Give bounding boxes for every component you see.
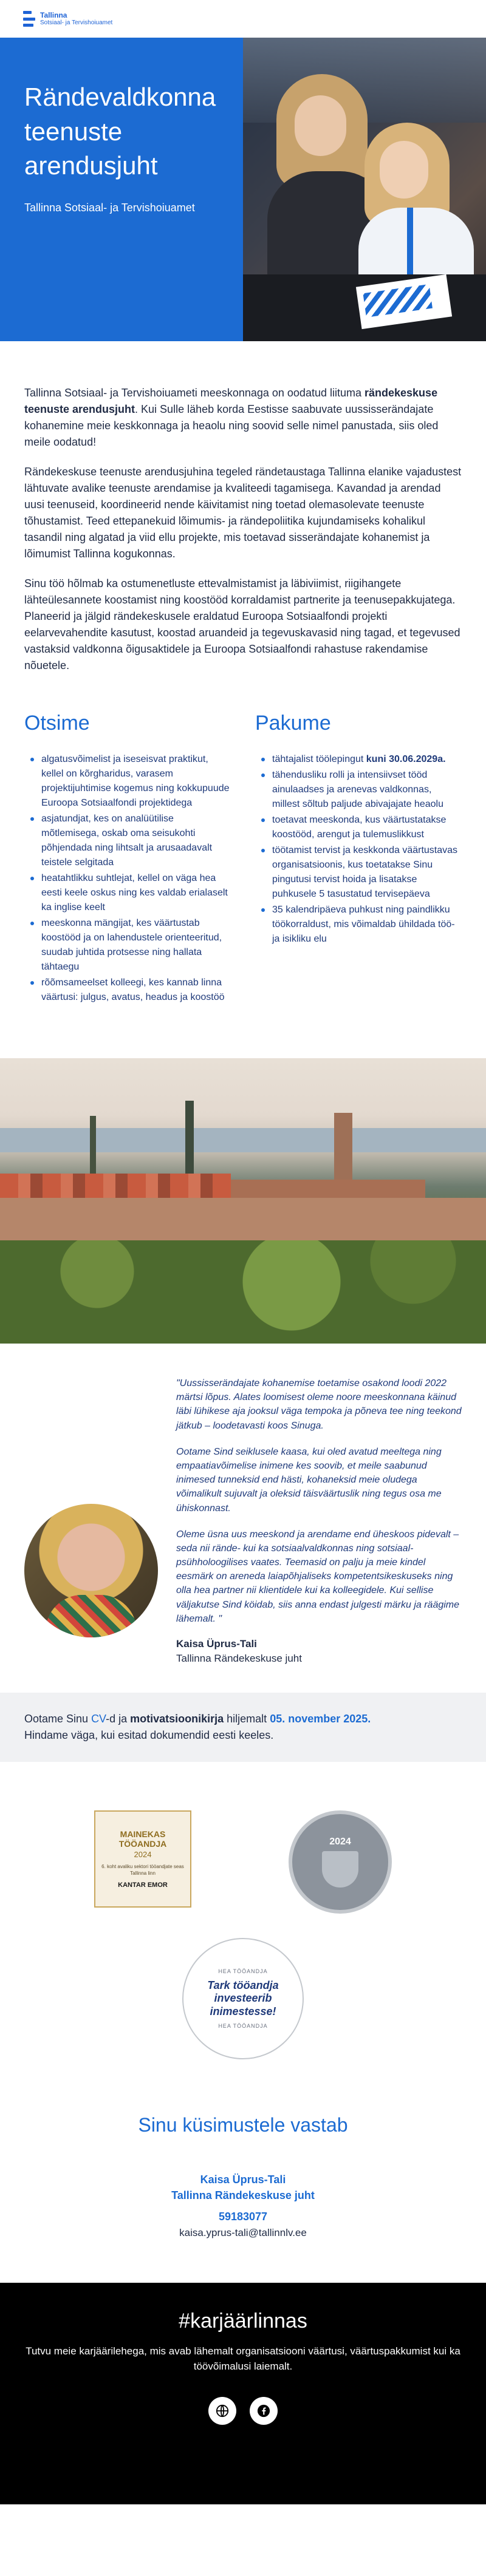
pakume-heading: Pakume [255, 712, 331, 735]
globe-icon[interactable] [208, 2397, 236, 2425]
list-item: toetavat meeskonda, kus väärtustatakse koostööd, arengut ja tulemuslikkust [272, 813, 462, 842]
list-item: tähendusliku rolli ja intensiivset tööd ainulaadses ja arenevas valdkonnas, millest sõltub paljude abivajajate heaolu [272, 768, 462, 812]
intro-paragraph-3: Sinu töö hõlmab ka ostumenetluste ettevalmistamist ja läbiviimist, riigihangete lähteülesannete koostamist ning koostööd korraldamist partnerite ja teenusepakkujatega. Planeerid ja jälgid rändekeskusele eraldatud Euroopa Sotsiaalfondi projekti eelarvevahendite kasutust, koostad aruandeid ja tegevuskavasid ning tagad, et tegevused vastaksid valdkonna õigusaktidele ja Euroopa Sotsiaalfondi rahastuse rakendamise nõuetele. [24, 577, 460, 671]
otsime-heading: Otsime [24, 712, 90, 735]
requirements-offer-section [0, 687, 486, 1006]
cv-link[interactable]: CV [91, 1713, 106, 1725]
tark-tooandja-badge: HEA TÖÖANDJA Tark tööandja investeerib inimestesse! HEA TÖÖANDJA [182, 1938, 304, 2059]
quote-paragraph-1: "Uussisserändajate kohanemise toetamise osakond loodi 2022 märtsi lõpus. Alates loomisest oleme noore meeskonnana käinud läbi lühikese aja jooksul väga tempoka ja põneva tee ning teekond jätkub – loodetavasti koos Sinuga. [176, 1378, 462, 1431]
intro-section [0, 341, 486, 674]
signature-role: Tallinna Rändekeskuse juht [176, 1653, 302, 1664]
awards-row [0, 1762, 486, 1914]
language-note: Hindame väga, kui esitad dokumendid eesti keeles. [24, 1729, 274, 1741]
quote-text [176, 1376, 462, 1665]
motivation-letter: motivatsioonikirja [130, 1713, 224, 1725]
signature-name: Kaisa Üprus-Tali [176, 1638, 257, 1650]
list-item: 35 kalendripäeva puhkust ning paindlikku töökorraldust, mis võimaldab ühildada töö- ja isikliku elu [272, 903, 462, 946]
footer [0, 2283, 486, 2504]
intro-paragraph-2: Rändekeskuse teenuste arendusjuhina tegeled rändetaustaga Tallinna elanike vajadustest lähtuvate avalike teenuste arendamise ja kvaliteedi tagamisega. Kavandad ja arendad uusi teenuseid, koordineerid nende käivitamist ning toetad olemasolevate teenuste tõhustamist. Teed ettepanekuid lõimumis- ja rändepoliitika kujundamiseks kohalikul tasandil ning algatad ja viid ellu projekte, mis toetavad sisserändajate kohanemist ja lõimumist Tallinna kogukonnas. [24, 466, 462, 560]
contact-org: Tallinna Rändekeskuse juht [171, 2189, 315, 2202]
hero-subtitle: Tallinna Sotsiaal- ja Tervishoiuamet [24, 202, 195, 214]
page-title: Rändevaldkonna teenuste arendusjuht [24, 83, 216, 180]
list-item: asjatundjat, kes on analüütilise mõtlemisega, oskab oma seisukohti põhjendada ning lihtsalt ja arusaadavalt teistele selgitada [41, 812, 231, 870]
hero [0, 38, 486, 341]
list-item: tähtajalist töölepingut kuni 30.06.2029a. [272, 752, 462, 767]
mainekas-tooandja-badge: MAINEKAS TÖÖANDJA 2024 6. koht avaliku sektori tööandjate seas Tallinna linn KANTAR EMOR [94, 1810, 191, 1908]
footer-heading: #karjäärlinnas [179, 2309, 307, 2333]
tallinn-old-town-photo [0, 1058, 486, 1344]
shield-icon [322, 1851, 358, 1888]
manager-quote-section [0, 1344, 486, 1665]
contact-name: Kaisa Üprus-Tali [200, 2173, 286, 2186]
otsime-column [24, 712, 231, 1006]
avatar [24, 1504, 158, 1637]
contact-section [0, 2059, 486, 2239]
list-item: heatahtlikku suhtlejat, kellel on väga hea eesti keele oskus ning kes valdab erialaselt ka inglise keelt [41, 871, 231, 915]
contact-heading: Sinu küsimustele vastab [138, 2114, 348, 2136]
list-item: töötamist tervist ja keskkonda väärtustavas organisatsioonis, kus toetatakse Sinu pingutusi tervist hoida ja lisatakse puhkusele 5 tasustatud tervisepäeva [272, 843, 462, 902]
list-item: meeskonna mängijat, kes väärtustab koostööd ja on lahendustele orienteeritud, suudab juhtida protsesse ning hallata tähtaegu [41, 916, 231, 974]
contact-email-link[interactable]: kaisa.yprus-tali@tallinnlv.ee [179, 2227, 307, 2239]
deadline-date: 05. november 2025. [270, 1713, 371, 1725]
application-deadline: Ootame Sinu CV-d ja motivatsioonikirja hiljemalt 05. november 2025. Hindame väga, kui esitad dokumendid eesti keeles. [0, 1693, 486, 1762]
estonian-coat-of-arms-badge: 2024 [289, 1810, 392, 1914]
list-item: algatusvõimelist ja iseseisvat praktikut, kellel on kõrgharidus, varasem projektijuhtimise kogemus ning kokkupuude Euroopa Sotsiaalfondi projektidega [41, 752, 231, 811]
logo-line1: Tallinna [40, 10, 67, 19]
pakume-column [255, 712, 462, 1006]
facebook-icon[interactable] [250, 2397, 278, 2425]
social-links [24, 2397, 462, 2425]
tallinn-logo[interactable] [23, 11, 112, 27]
contact-phone-link[interactable]: 59183077 [218, 2211, 268, 2223]
top-bar [0, 0, 486, 38]
intro-paragraph-1: Tallinna Sotsiaal- ja Tervishoiuameti meeskonnaga on oodatud liituma rändekeskuse teenuste arendusjuht. Kui Sulle läheb korda Eestisse saabuvate uussisserändajate kohanemine meie keskkonnaga ja heaolu ning soovid selle nimel panustada, siis oled meile oodatud! [24, 387, 439, 448]
pakume-list [255, 752, 462, 946]
tallinn-logo-icon [23, 11, 35, 27]
footer-text: Tutvu meie karjäärilehega, mis avab lähemalt organisatsiooni väärtusi, väärtuspakkumist kui ka töövõimalusi laiemalt. [26, 2345, 460, 2372]
logo-line2: Sotsiaal- ja Tervishoiuamet [40, 19, 113, 27]
quote-paragraph-3: Oleme üsna uus meeskond ja arendame end üheskoos pidevalt – seda nii rände- kui ka sotsiaalvaldkonnas ning sotsiaal-psühholoogilises vaates. Teemasid on palju ja meie kindel eesmärk on areneda laiapõhjaliseks kompetentsikeskuseks ning olla hea partner nii klientidele kui ka kolleegidele. Kui sellise väljakutse Sind köidab, siis anna endast julgesti märku ja räägime lähemalt. " [176, 1529, 460, 1624]
quote-paragraph-2: Ootame Sind seiklusele kaasa, kui oled avatud meeltega ning empaatiavõimelise inimene kes soovib, et meile saabunud inimesed tunneksid end hästi, kohaneksid meie oludega võimalikult sujuvalt ja oleksid täisväärtuslik ning tegus osa me ühiskonnast. [176, 1446, 442, 1514]
hero-photo [243, 38, 486, 341]
hero-panel [0, 38, 243, 341]
list-item: rõõmsameelset kolleegi, kes kannab linna väärtusi: julgus, avatus, headus ja koostöö [41, 976, 231, 1005]
otsime-list [24, 752, 231, 1005]
